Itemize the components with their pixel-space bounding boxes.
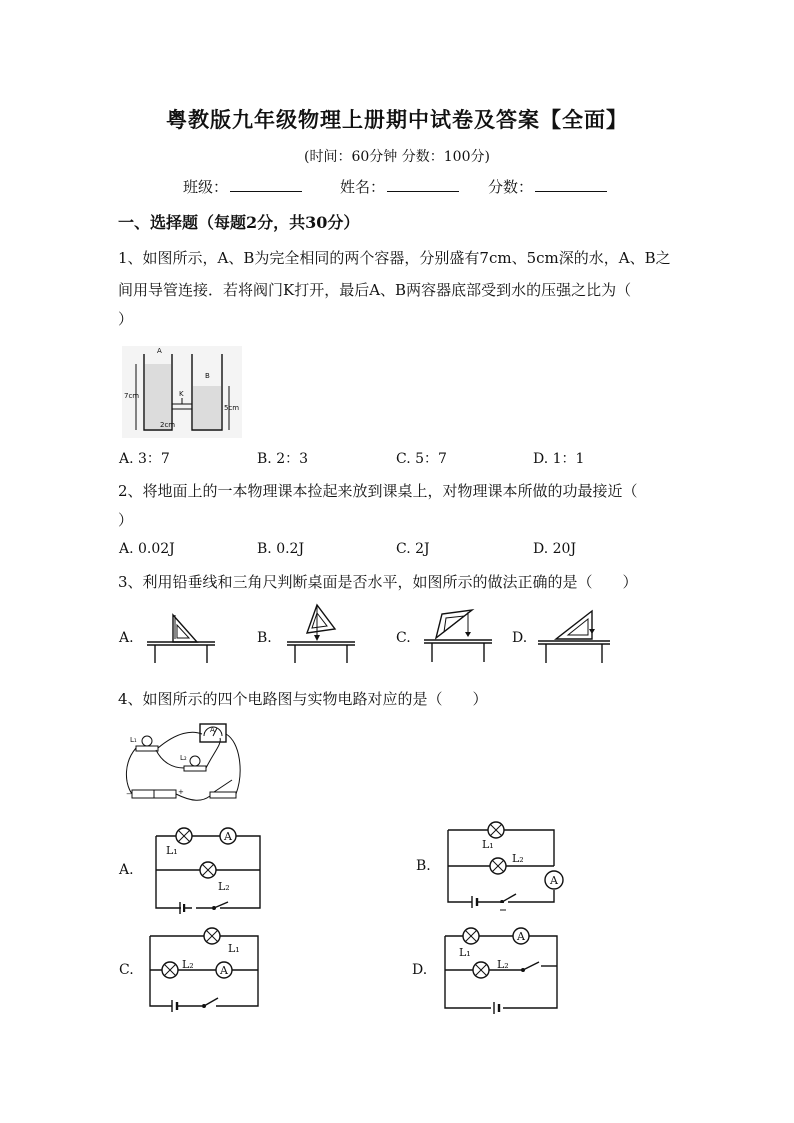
exam-subtitle: (时间：60分钟 分数：100分) — [304, 149, 490, 165]
q2-option-c: C. 2J — [396, 541, 430, 557]
q4-option-a: A. — [119, 862, 134, 878]
q1-line3: ） — [118, 310, 134, 328]
label-k: K — [179, 390, 184, 398]
plus-label: + — [178, 788, 184, 796]
label-b: B — [205, 372, 210, 380]
circuit-b-l1-label: L₁ — [482, 838, 494, 851]
circuit-c-l2-label: L₂ — [182, 958, 194, 971]
circuit-b-l2-label: L₂ — [512, 852, 524, 865]
q4-circuit-c — [146, 926, 266, 1012]
q4-option-b: B. — [416, 858, 431, 874]
q4-text: 4、如图所示的四个电路图与实物电路对应的是（ ） — [118, 690, 488, 708]
q4-circuit-b — [444, 820, 568, 912]
class-blank — [230, 177, 302, 192]
q4-circuit-a — [150, 824, 266, 912]
q1-container-figure — [122, 346, 242, 438]
minus-label: − — [126, 790, 132, 798]
circuit-a-l2-label: L₂ — [218, 880, 230, 893]
section-heading: 一、选择题（每题2分，共30分） — [118, 213, 360, 232]
score-label: 分数： — [488, 178, 534, 196]
q2-line1: 2、将地面上的一本物理课本捡起来放到课桌上，对物理课本所做的功最接近（ — [118, 482, 638, 500]
circuit-a-ammeter-label: A — [224, 830, 232, 843]
circuit-d-l1-label: L₁ — [459, 946, 471, 959]
score-field — [488, 176, 607, 197]
q3-text: 3、利用铅垂线和三角尺判断桌面是否水平，如图所示的做法正确的是（ ） — [118, 573, 638, 591]
exam-title: 粤教版九年级物理上册期中试卷及答案【全面】 — [166, 107, 628, 132]
ammeter-label: A — [210, 726, 215, 734]
q3-figure-c — [422, 606, 494, 664]
q1-option-b: B. 2：3 — [257, 451, 309, 467]
dim-7cm: 7cm — [124, 392, 140, 400]
name-field — [340, 176, 459, 197]
class-label: 班级： — [183, 178, 229, 196]
q2-line2: ） — [118, 511, 134, 529]
q1-option-c: C. 5：7 — [396, 451, 447, 467]
q4-physical-circuit — [122, 722, 252, 810]
q2-option-b: B. 0.2J — [257, 541, 305, 557]
circuit-a-l1-label: L₁ — [166, 844, 178, 857]
q2-option-d: D. 20J — [533, 541, 577, 557]
circuit-b-ammeter-label: A — [550, 874, 558, 887]
label-a: A — [157, 347, 162, 355]
dim-5cm: 5cm — [224, 404, 240, 412]
name-blank — [387, 177, 459, 192]
physical-l2-label: L₂ — [180, 754, 187, 762]
q2-option-a: A. 0.02J — [119, 541, 175, 557]
physical-l1-label: L₁ — [130, 736, 137, 744]
circuit-c-l1-label: L₁ — [228, 942, 240, 955]
q1-option-a: A. 3：7 — [119, 451, 170, 467]
q3-option-d: D. — [512, 630, 528, 646]
q1-line1: 1、如图所示，A、B为完全相同的两个容器，分别盛有7cm、5cm深的水，A、B之 — [118, 249, 671, 267]
q3-figure-d — [536, 605, 614, 665]
q3-option-a: A. — [119, 630, 134, 646]
q4-option-d: D. — [412, 962, 428, 978]
q1-option-d: D. 1：1 — [533, 451, 585, 467]
q3-option-c: C. — [396, 630, 411, 646]
q1-line2: 间用导管连接．若将阀门K打开，最后A、B两容器底部受到水的压强之比为（ — [118, 281, 632, 299]
q4-option-c: C. — [119, 962, 134, 978]
circuit-d-l2-label: L₂ — [497, 958, 509, 971]
name-label: 姓名： — [340, 178, 386, 196]
circuit-d-ammeter-label: A — [517, 930, 525, 943]
circuit-c-ammeter-label: A — [220, 964, 228, 977]
q4-circuit-d — [441, 926, 565, 1014]
class-field — [183, 176, 302, 197]
q3-figure-b — [285, 603, 357, 665]
dim-2cm: 2cm — [160, 421, 176, 429]
score-blank — [535, 177, 607, 192]
q3-option-b: B. — [257, 630, 272, 646]
q3-figure-a — [145, 605, 217, 665]
